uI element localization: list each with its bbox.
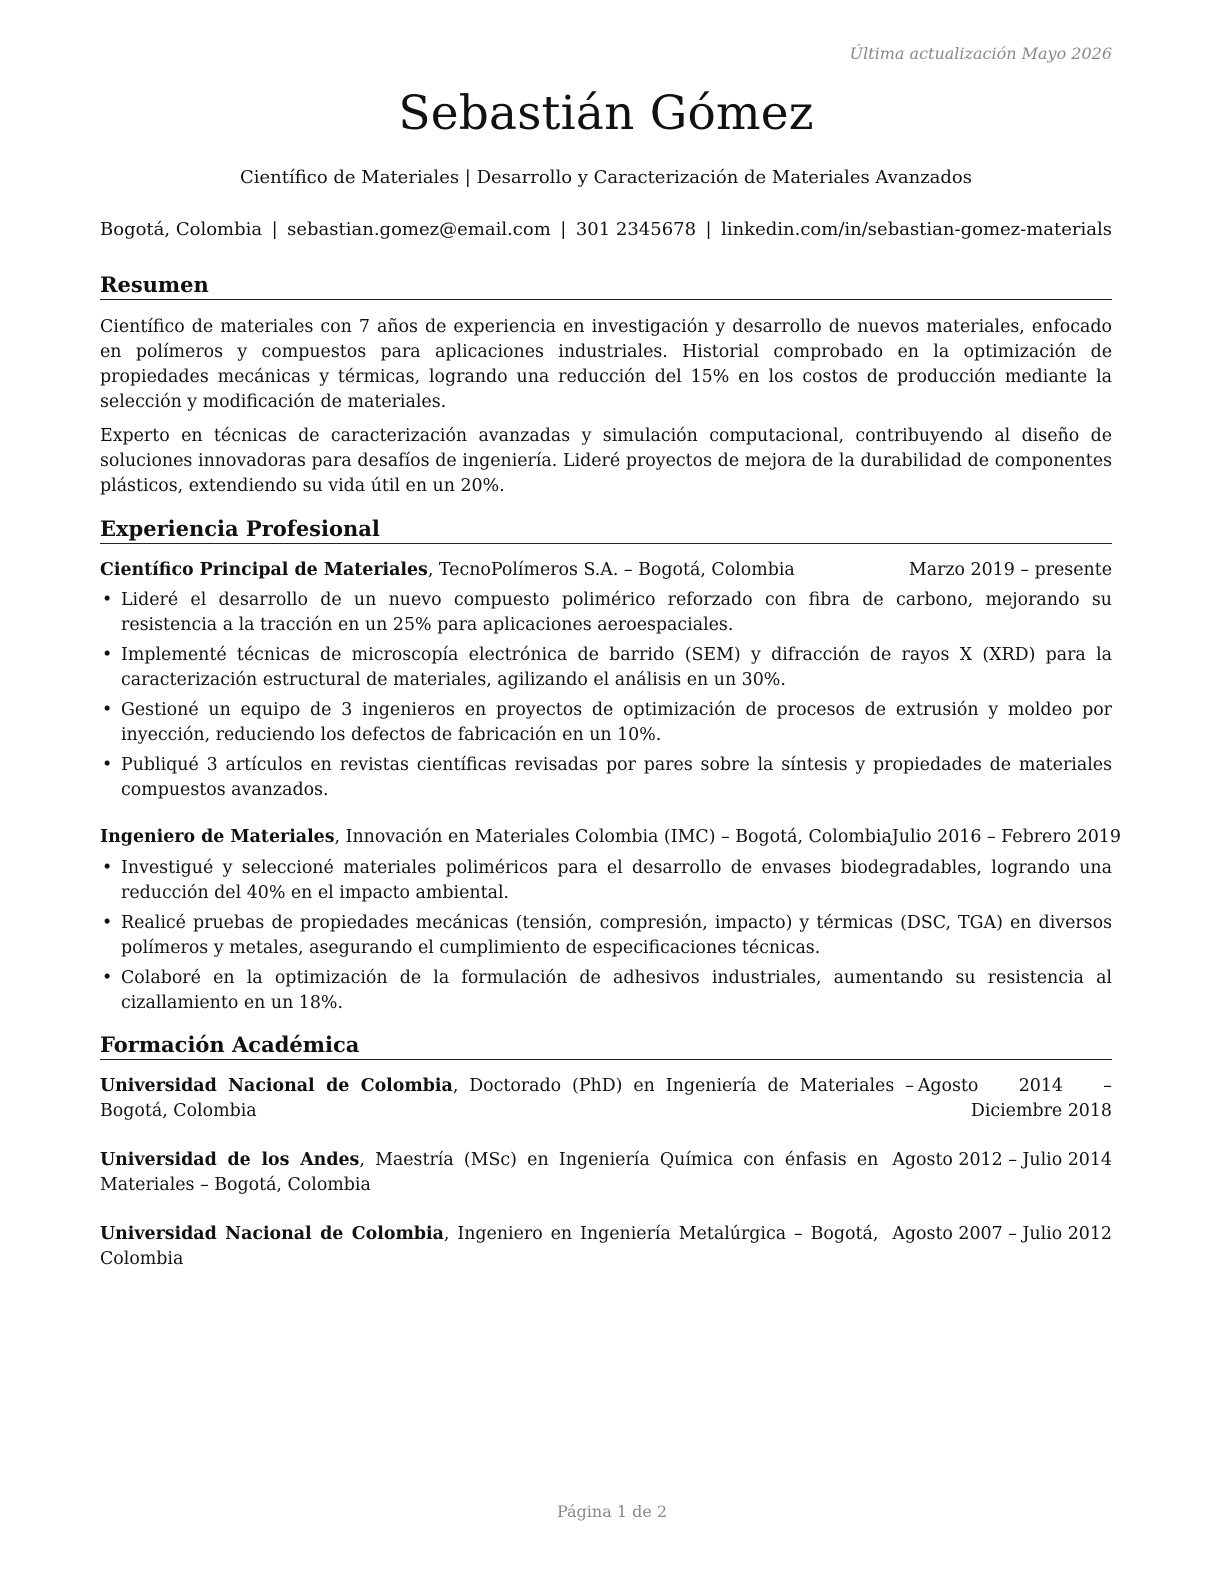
job-company: , Innovación en Materiales Colombia (IMC) – Bogotá, Colombia [334,827,892,847]
education-detail: , Doctorado (PhD) en Ingeniería de Materiales – Bogotá, Colombia [100,1076,914,1121]
education-institution: Universidad Nacional de Colombia [100,1224,444,1244]
bullet-icon: • [102,968,113,988]
tagline: Científico de Materiales | Desarrollo y Caracterización de Materiales Avanzados [239,167,972,188]
job-header [100,825,1121,850]
education-item [100,1222,1112,1272]
education-detail: , Maestría (MSc) en Ingeniería Química con énfasis en Materiales – Bogotá, Colombia [100,1150,879,1195]
education-dates: Agosto 2007 – Julio 2012 [892,1224,1112,1244]
list-item: • Lideré el desarrollo de un nuevo compuesto polimérico reforzado con fibra de carbono, mejorando su resistencia a la tracción en un 25% para aplicaciones aeroespaciales. [102,590,1112,635]
job-company: , TecnoPolímeros S.A. – Bogotá, Colombia [427,560,795,580]
job-bullets [100,588,1112,808]
bullet-icon: • [102,645,113,665]
education-title-line [100,1222,878,1272]
job-role: Ingeniero de Materiales [100,827,335,847]
education-dates: Agosto 2012 – Julio 2014 [892,1150,1112,1170]
contact-email[interactable]: sebastian.gomez@email.com [287,219,551,240]
job-title-line [100,825,892,850]
summary-paragraph: Experto en técnicas de caracterización avanzadas y simulación computacional, contribuyendo al diseño de soluciones innovadoras para desafíos de ingeniería. Lideré proyectos de mejora de la durabilidad de componentes plásticos, extendiendo su vida útil en un 20%. [100,426,1112,496]
list-item: • Publiqué 3 artículos en revistas científicas revisadas por pares sobre la síntesis y propiedades de materiales compuestos avanzados. [102,755,1112,800]
bullet-icon: • [102,858,113,878]
job-dates: Marzo 2019 – presente [908,560,1112,580]
education-item [100,1148,1112,1198]
contact-separator: | [560,219,567,240]
list-item: • Implementé técnicas de microscopía electrónica de barrido (SEM) y difracción de rayos X (XRD) para la caracterización estructural de materiales, agilizando el análisis en un 30%. [102,645,1112,690]
page-number: Página 1 de 2 [556,1502,668,1521]
education-title-line [100,1074,914,1124]
contact-linkedin[interactable]: linkedin.com/in/sebastian-gomez-materials [721,219,1112,240]
contact-separator: | [705,219,712,240]
education-title-line [100,1148,878,1198]
job-title-line [100,558,795,583]
education-dates: Agosto 2014 – Diciembre 2018 [917,1076,1112,1121]
education-institution: Universidad de los Andes [100,1150,360,1170]
bullet-icon: • [102,913,113,933]
section-title-experience: Experiencia Profesional [100,516,1112,544]
bullet-icon: • [102,700,113,720]
contact-phone: 301 2345678 [575,219,697,240]
section-title-education: Formación Académica [100,1032,1112,1060]
list-item: • Colaboré en la optimización de la formulación de adhesivos industriales, aumentando su resistencia al cizallamiento en un 18%. [102,968,1112,1013]
education-detail: , Ingeniero en Ingeniería Metalúrgica – Bogotá, Colombia [100,1224,879,1269]
contact-line [100,219,1112,240]
list-item: • Gestioné un equipo de 3 ingenieros en proyectos de optimización de procesos de extrusión y moldeo por inyección, reduciendo los defectos de fabricación en un 10%. [102,700,1112,745]
job-bullets [100,856,1112,1021]
education-institution: Universidad Nacional de Colombia [100,1076,453,1096]
last-updated: Última actualización Mayo 2026 [849,44,1112,63]
list-item: • Investigué y seleccioné materiales poliméricos para el desarrollo de envases biodegradables, logrando una reducción del 40% en el impacto ambiental. [102,858,1112,903]
job-header [100,558,1112,583]
contact-separator: | [271,219,278,240]
candidate-name: Sebastián Gómez [398,86,814,141]
list-item: • Realicé pruebas de propiedades mecánicas (tensión, compresión, impacto) y térmicas (DSC, TGA) en diversos polímeros y metales, asegurando el cumplimiento de especificaciones técnicas. [102,913,1112,958]
section-title-summary: Resumen [100,272,1112,300]
education-item [100,1074,1112,1124]
job-role: Científico Principal de Materiales [100,560,428,580]
summary-paragraph: Científico de materiales con 7 años de experiencia en investigación y desarrollo de nuevos materiales, enfocado en polímeros y compuestos para aplicaciones industriales. Historial comprobado en la optimización de propiedades mecánicas y térmicas, logrando una reducción del 15% en los costos de producción mediante la selección y modificación de materiales. [100,317,1112,412]
contact-location: Bogotá, Colombia [100,219,263,240]
bullet-icon: • [102,755,113,775]
job-dates: Julio 2016 – Febrero 2019 [891,827,1121,847]
bullet-icon: • [102,590,113,610]
